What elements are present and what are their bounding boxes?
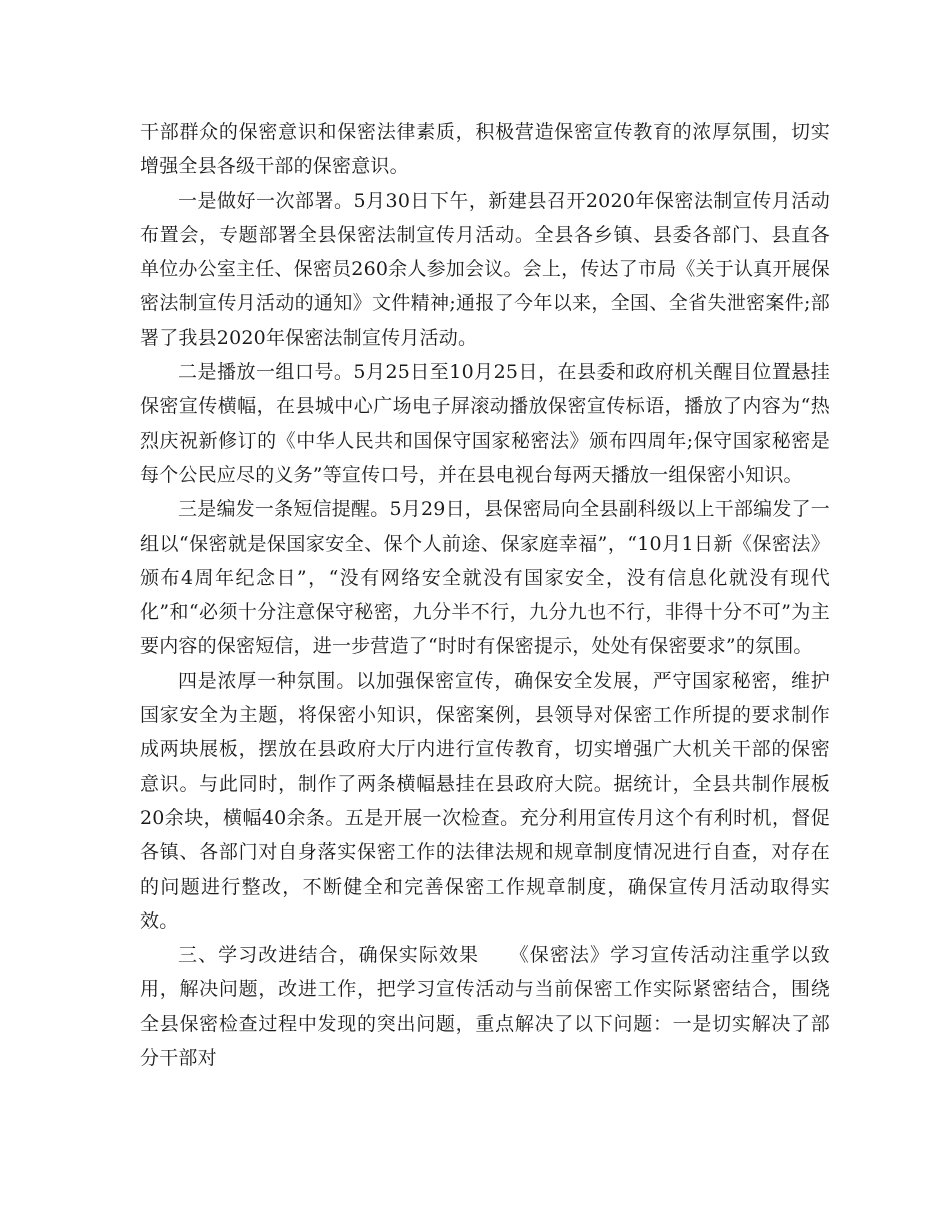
paragraph-sms-reminder: 三是编发一条短信提醒。5月29日，县保密局向全县副科级以上干部编发了一组以“保密就是保国家安全、保个人前途、保家庭幸福”，“10月1日新《保密法》颁布4周年纪念日”，“没有网络安全就没有国家安全，没有信息化就没有现代化”和“必须十分注意保守秘密，九分半不行，九分九也不行，非得十分不可”为主要内容的保密短信，进一步营造了“时时有保密提示，处处有保密要求”的氛围。 [140,498,830,658]
document-body [140,115,830,1075]
paragraph-study-improvement: 三、学习改进结合，确保实际效果 《保密法》学习宣传活动注重学以致用，解决问题，改进工作，把学习宣传活动与当前保密工作实际紧密结合，围绕全县保密检查过程中发现的突出问题，重点解决了以下问题：一是切实解决了部分干部对 [140,944,830,1070]
paragraph-atmosphere: 四是浓厚一种氛围。以加强保密宣传，确保安全发展，严守国家秘密，维护国家安全为主题，将保密小知识，保密案例，县领导对保密工作所提的要求制作成两块展板，摆放在县政府大厅内进行宣传教育，切实增强广大机关干部的保密意识。与此同时，制作了两条横幅悬挂在县政府大院。据统计，全县共制作展板20余块，横幅40余条。五是开展一次检查。充分利用宣传月这个有利时机，督促各镇、各部门对自身落实保密工作的法律法规和规章制度情况进行自查，对存在的问题进行整改，不断健全和完善保密工作规章制度，确保宣传月活动取得实效。 [140,669,830,932]
paragraph-continuation: 干部群众的保密意识和保密法律素质，积极营造保密宣传教育的浓厚氛围，切实增强全县各级干部的保密意识。 [140,121,830,178]
paragraph-slogans: 二是播放一组口号。5月25日至10月25日，在县委和政府机关醒目位置悬挂保密宣传横幅，在县城中心广场电子屏滚动播放保密宣传标语，播放了内容为“热烈庆祝新修订的《中华人民共和国保守国家秘密法》颁布四周年;保守国家秘密是每个公民应尽的义务”等宣传口号，并在县电视台每两天播放一组保密小知识。 [140,361,830,486]
paragraph-deployment: 一是做好一次部署。5月30日下午，新建县召开2020年保密法制宣传月活动布置会，专题部署全县保密法制宣传月活动。全县各乡镇、县委各部门、县直各单位办公室主任、保密员260余人参加会议。会上，传达了市局《关于认真开展保密法制宣传月活动的通知》文件精神;通报了今年以来，全国、全省失泄密案件;部署了我县2020年保密法制宣传月活动。 [140,189,830,349]
